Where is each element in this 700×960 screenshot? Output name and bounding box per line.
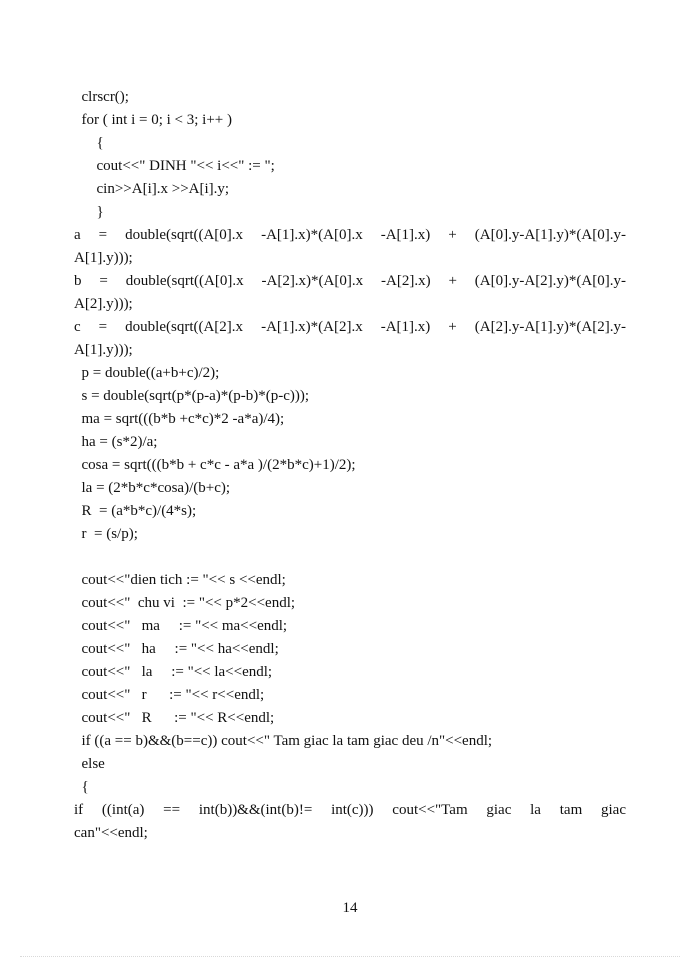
code-line: b = double(sqrt((A[0].x -A[2].x)*(A[0].x -A[2].x) + (A[0].y-A[2].y)*(A[0].y- <box>74 273 626 289</box>
page-bottom-divider <box>20 956 680 957</box>
code-line: ha = (s*2)/a; <box>74 434 158 450</box>
code-line: cout<<" r := "<< r<<endl; <box>74 687 265 703</box>
code-line: cout<<" R := "<< R<<endl; <box>74 710 275 726</box>
code-line: can"<<endl; <box>74 825 148 841</box>
code-line: cout<<"dien tich := "<< s <<endl; <box>74 572 286 588</box>
code-line: clrscr(); <box>74 89 129 105</box>
code-line: R = (a*b*c)/(4*s); <box>74 503 197 519</box>
page-number: 14 <box>342 900 358 916</box>
code-line: cout<<" chu vi := "<< p*2<<endl; <box>74 595 296 611</box>
code-line: ma = sqrt(((b*b +c*c)*2 -a*a)/4); <box>74 411 285 427</box>
code-line: { <box>74 135 104 151</box>
code-line: cout<<" DINH "<< i<<" := "; <box>74 158 275 174</box>
code-line: p = double((a+b+c)/2); <box>74 365 220 381</box>
code-line: for ( int i = 0; i < 3; i++ ) <box>74 112 232 128</box>
code-line: la = (2*b*c*cosa)/(b+c); <box>74 480 231 496</box>
code-line: if ((int(a) == int(b))&&(int(b)!= int(c))) cout<<"Tam giac la tam giac <box>74 802 626 818</box>
code-listing <box>74 86 626 845</box>
code-line: else <box>74 756 105 772</box>
code-line: cout<<" ma := "<< ma<<endl; <box>74 618 288 634</box>
code-line: cosa = sqrt(((b*b + c*c - a*a )/(2*b*c)+1)/2); <box>74 457 356 473</box>
code-line: { <box>74 779 89 795</box>
code-line: if ((a == b)&&(b==c)) cout<<" Tam giac la tam giac deu /n"<<endl; <box>74 733 493 749</box>
code-line: c = double(sqrt((A[2].x -A[1].x)*(A[2].x -A[1].x) + (A[2].y-A[1].y)*(A[2].y- <box>74 319 626 335</box>
code-line: A[1].y))); <box>74 342 133 358</box>
code-line: } <box>74 204 104 220</box>
code-line: r = (s/p); <box>74 526 138 542</box>
code-line: a = double(sqrt((A[0].x -A[1].x)*(A[0].x -A[1].x) + (A[0].y-A[1].y)*(A[0].y- <box>74 227 626 243</box>
code-line: s = double(sqrt(p*(p-a)*(p-b)*(p-c))); <box>74 388 310 404</box>
code-line: A[1].y))); <box>74 250 133 266</box>
code-line: cout<<" ha := "<< ha<<endl; <box>74 641 279 657</box>
code-line: cout<<" la := "<< la<<endl; <box>74 664 273 680</box>
blank-line <box>74 546 626 569</box>
code-line: A[2].y))); <box>74 296 133 312</box>
code-line: cin>>A[i].x >>A[i].y; <box>74 181 230 197</box>
